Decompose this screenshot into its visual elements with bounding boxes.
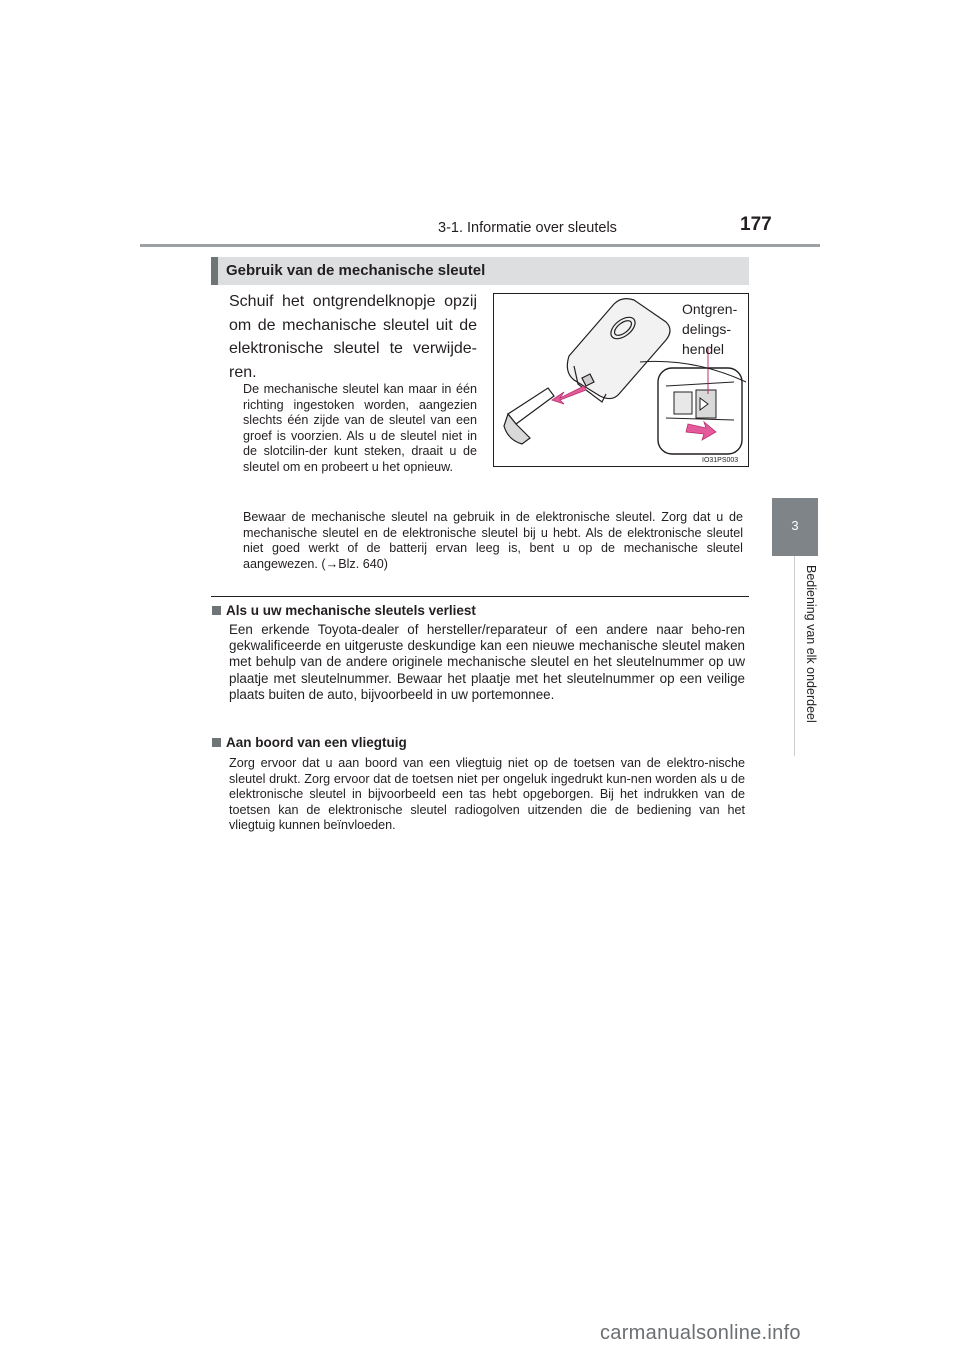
bullet-title: Als u uw mechanische sleutels verliest <box>226 603 476 618</box>
watermark: carmanualsonline.info <box>600 1322 801 1344</box>
bullet-body-lost-keys: Een erkende Toyota-dealer of hersteller/reparateur of een andere naar beho-ren gekwalificeerde en uitgeruste deskundige kan een nieuwe mechanische sleutel maken met behulp van de andere originele mechanische sleutel en het sleutelnummer op uw plaatje met sleutelnummer. Bewaar het plaatje met het sleutelnummer op een veilige plaats buiten de auto, bijvoorbeeld in uw portemonnee. <box>229 622 745 702</box>
body-paragraph: Bewaar de mechanische sleutel na gebruik in de elektronische sleutel. Zorg dat u de mechanische sleutel en de elektronische sleutel bij u hebt. Als de elektronische sleutel niet goed werkt of de batterij ervan leeg is, bent u op de mechanische sleutel aangewezen. (→Blz. 640) <box>243 510 743 571</box>
section-header-accent <box>211 257 218 285</box>
chapter-tab-label: Bediening van elk onderdeel <box>804 565 818 723</box>
note-text: De mechanische sleutel kan maar in één richting ingestoken worden, aangezien slechts één zijde van de sleutel van een groef is voorzien. Als u de sleutel niet in de slotcilin-der kunt steken, draait u de sleutel om en probeert u het opnieuw. <box>243 382 477 474</box>
chapter-tab-number: 3 <box>791 518 799 533</box>
figure-callout-line-3: hendel <box>682 341 725 357</box>
square-bullet-icon <box>212 606 221 615</box>
intro-text: Schuif het ontgrendelknopje opzij om de mechanische sleutel uit de elektronische sleutel te verwijde-ren. <box>229 293 477 381</box>
section-title: Gebruik van de mechanische sleutel <box>226 262 486 279</box>
bullet-title: Aan boord van een vliegtuig <box>226 735 407 750</box>
bullet-body-airplane: Zorg ervoor dat u aan boord van een vliegtuig niet op de toetsen van de elektro-nische sleutel drukt. Zorg ervoor dat de toetsen niet per ongeluk ingedrukt kun-nen worden als u de elektronische sleutel in bijvoorbeeld een tas hebt opgeborgen. Bij het indrukken van de toetsen kan de elektronische sleutel radiogolven uitzenden die de bediening van het vliegtuig kunnen beïnvloeden. <box>229 756 745 833</box>
figure-callout-label <box>682 299 737 359</box>
chapter-tab-line <box>794 556 795 756</box>
bullet-heading-lost-keys <box>212 603 476 618</box>
chapter-tab <box>772 498 818 556</box>
running-header-section: 3-1. Informatie over sleutels <box>438 220 617 236</box>
section-divider <box>211 596 749 597</box>
figure-callout-line-1: Ontgren- <box>682 301 738 317</box>
figure-code: IO31PS003 <box>702 457 739 464</box>
square-bullet-icon <box>212 738 221 747</box>
bullet-heading-airplane <box>212 735 407 750</box>
figure-callout-line-2: delings- <box>682 321 732 337</box>
header-rule <box>140 244 820 247</box>
page-number: 177 <box>740 214 772 235</box>
